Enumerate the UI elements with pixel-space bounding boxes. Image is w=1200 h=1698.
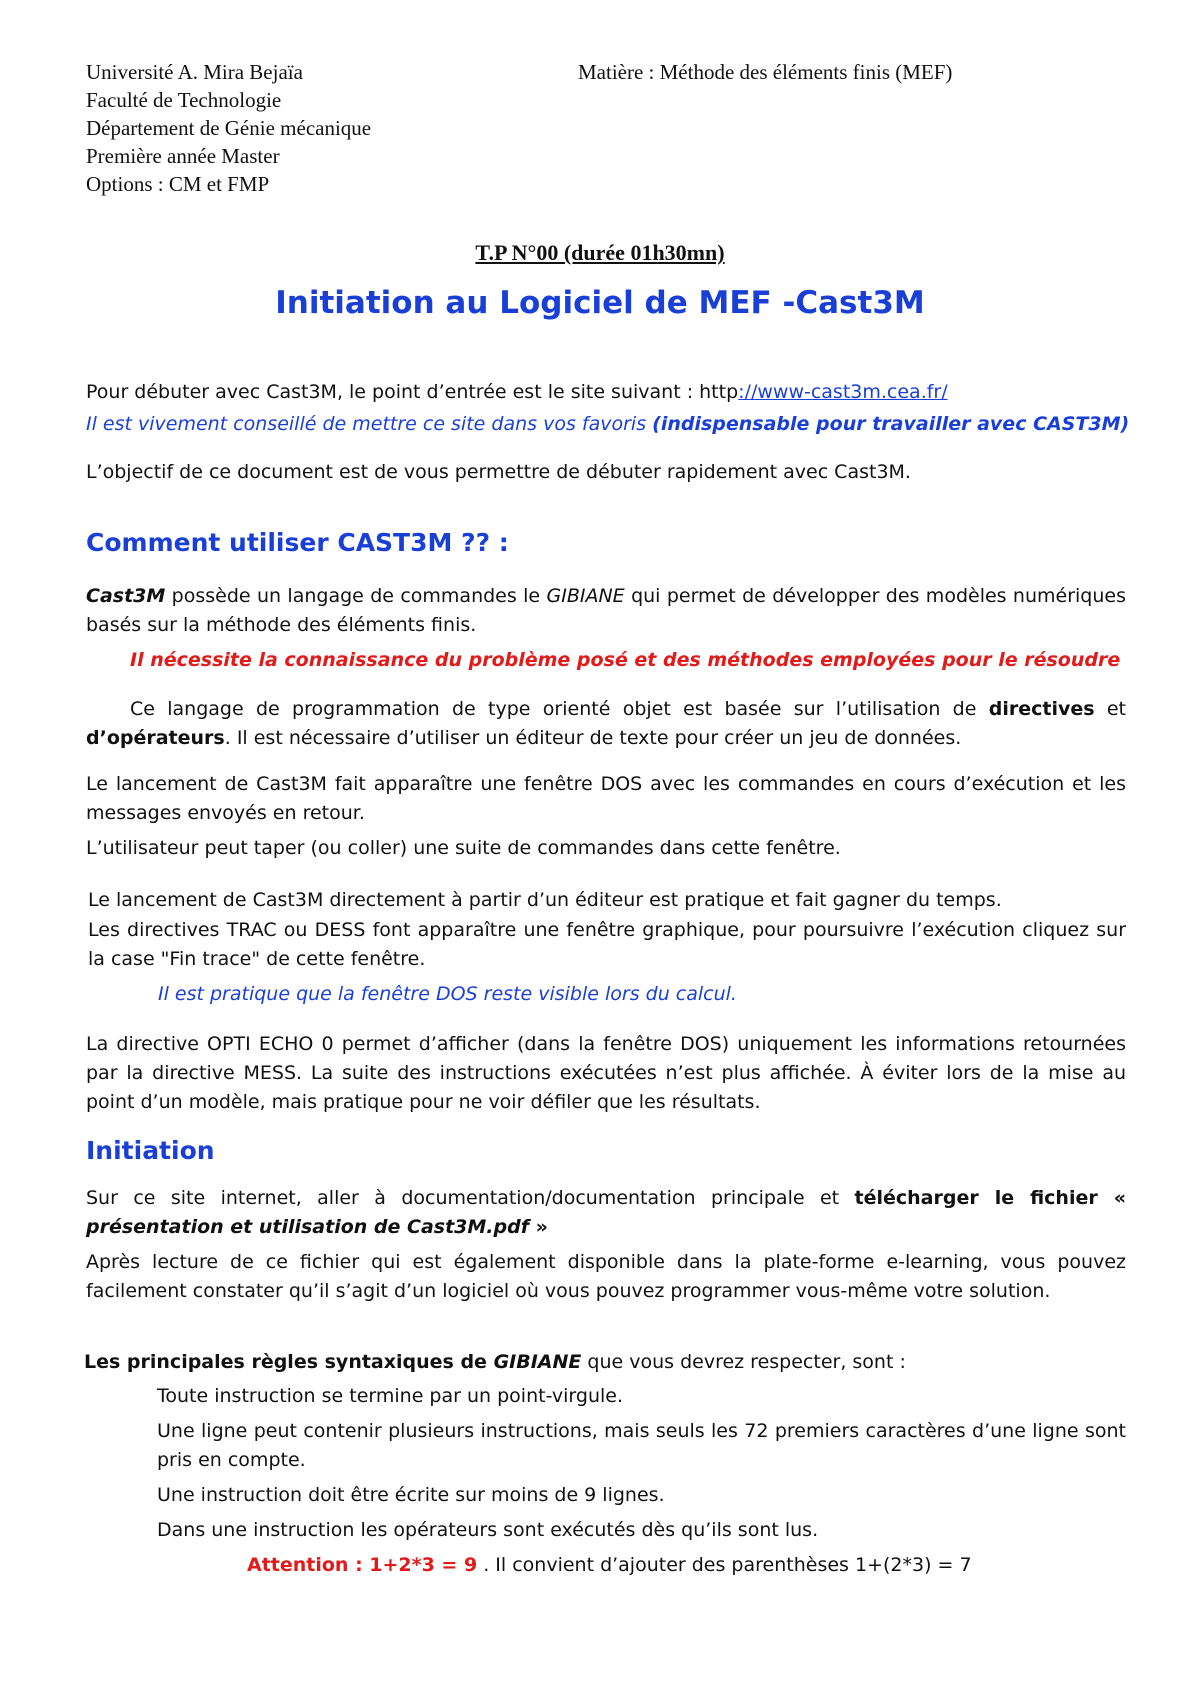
s2-p1-text-1: Sur ce site internet, aller à documentation/documentation principale et <box>86 1187 855 1209</box>
s1-directives-term: directives <box>988 698 1095 720</box>
intro-objective: L’objectif de ce document est de vous permettre de débuter rapidement avec Cast3M. <box>86 461 911 483</box>
s1-paragraph-dos-window: Le lancement de Cast3M fait apparaître une fenêtre DOS avec les commandes en cours d’exécution et les messages envoyés en retour. <box>86 773 1126 824</box>
header-line-year: Première année Master <box>86 144 280 168</box>
s1-p2-text-1: Ce langage de programmation de type orienté objet est basée sur l’utilisation de <box>130 698 989 720</box>
s2-p1-closing-quote: » <box>529 1216 548 1238</box>
s2-download-instruction: télécharger le fichier « <box>854 1187 1126 1209</box>
attention-label: Attention : 1+2*3 = 9 <box>247 1554 478 1576</box>
s1-paragraph-user-input: L’utilisateur peut taper (ou coller) une suite de commandes dans cette fenêtre. <box>86 837 841 859</box>
intro-favorites-tip <box>86 410 1130 439</box>
s1-paragraph-language <box>86 582 1126 640</box>
section-heading-how-to-use: Comment utiliser CAST3M ?? : <box>86 528 509 557</box>
rule-item-4: Dans une instruction les opérateurs sont exécutés dès qu’ils sont lus. <box>157 1519 819 1541</box>
favorites-tip-text: Il est vivement conseillé de mettre ce site dans vos favoris <box>86 413 653 435</box>
s1-p2-text-2: et <box>1094 698 1126 720</box>
s2-paragraph-after-reading: Après lecture de ce fichier qui est également disponible dans la plate-forme e-learning, vous pouvez facilement constater qu’il s’agit d’un logiciel où vous pouvez programmer vous-même votre solution. <box>86 1251 1126 1302</box>
section-heading-initiation: Initiation <box>86 1136 215 1165</box>
header-institution-block <box>86 58 371 198</box>
favorites-tip-emphasis: (indispensable pour travailler avec CAST3M) <box>652 413 1130 435</box>
s1-p1-text-1: possède un langage de commandes le <box>165 585 547 607</box>
s2-rules-intro-text: Les principales règles syntaxiques de <box>84 1351 494 1373</box>
attention-advice: . Il convient d’ajouter des parenthèses 1+(2*3) = 7 <box>477 1554 972 1576</box>
s1-warning-line: Il nécessite la connaissance du problème posé et des méthodes employées pour le résoudre <box>130 649 1121 671</box>
s1-paragraph-trac-dess: Les directives TRAC ou DESS font apparaître une fenêtre graphique, pour poursuivre l’exécution cliquez sur la case "Fin trace" de cette fenêtre. <box>88 919 1126 970</box>
tp-title: T.P N°00 (durée 01h30mn) <box>475 240 725 265</box>
page-title: Initiation au Logiciel de MEF -Cast3M <box>275 285 925 321</box>
header-line-university: Université A. Mira Bejaïa <box>86 60 303 84</box>
rule-item-1: Toute instruction se termine par un point-virgule. <box>157 1385 624 1407</box>
intro-line-website <box>86 378 1126 407</box>
s2-paragraph-download <box>86 1184 1126 1242</box>
header-line-faculty: Faculté de Technologie <box>86 88 282 112</box>
s1-cast3m-term: Cast3M <box>86 585 166 607</box>
s1-paragraph-directives <box>86 695 1126 753</box>
s1-paragraph-opti-echo: La directive OPTI ECHO 0 permet d’afficher (dans la fenêtre DOS) uniquement les informations retournées par la directive MESS. La suite des instructions exécutées n’est plus affichée. À éviter lors de la mise au point d’un modèle, mais pratique pour ne voir défiler que les résultats. <box>86 1033 1126 1113</box>
s2-rules-intro <box>84 1348 1124 1377</box>
header-line-options: Options : CM et FMP <box>86 172 270 196</box>
header-subject: Matière : Méthode des éléments finis (MEF) <box>578 60 953 84</box>
s2-rules-intro-tail: que vous devrez respecter, sont : <box>581 1351 906 1373</box>
s1-p1-text-2: qui permet de développer des modèles numériques basés sur la méthode des éléments finis. <box>86 585 1126 636</box>
rule-item-2: Une ligne peut contenir plusieurs instructions, mais seuls les 72 premiers caractères d’une ligne sont pris en compte. <box>157 1420 1126 1471</box>
cast3m-website-link[interactable]: ://www-cast3m.cea.fr/ <box>738 381 948 403</box>
rule-item-3: Une instruction doit être écrite sur moins de 9 lignes. <box>157 1484 665 1506</box>
s2-pdf-filename: présentation et utilisation de Cast3M.pdf <box>86 1216 529 1238</box>
s1-paragraph-editor: Le lancement de Cast3M directement à partir d’un éditeur est pratique et fait gagner du temps. <box>88 889 1002 911</box>
intro-website-text: Pour débuter avec Cast3M, le point d’entrée est le site suivant : http <box>86 381 739 403</box>
attention-note <box>247 1551 1200 1580</box>
s1-operateurs-term: d’opérateurs <box>86 727 225 749</box>
s1-p2-text-3: . Il est nécessaire d’utiliser un éditeur de texte pour créer un jeu de données. <box>224 727 962 749</box>
s2-rules-gibiane-term: GIBIANE <box>493 1351 582 1373</box>
header-line-department: Département de Génie mécanique <box>86 116 372 140</box>
s1-tip-dos-visible: Il est pratique que la fenêtre DOS reste visible lors du calcul. <box>158 983 737 1005</box>
s1-gibiane-term: GIBIANE <box>546 585 625 607</box>
